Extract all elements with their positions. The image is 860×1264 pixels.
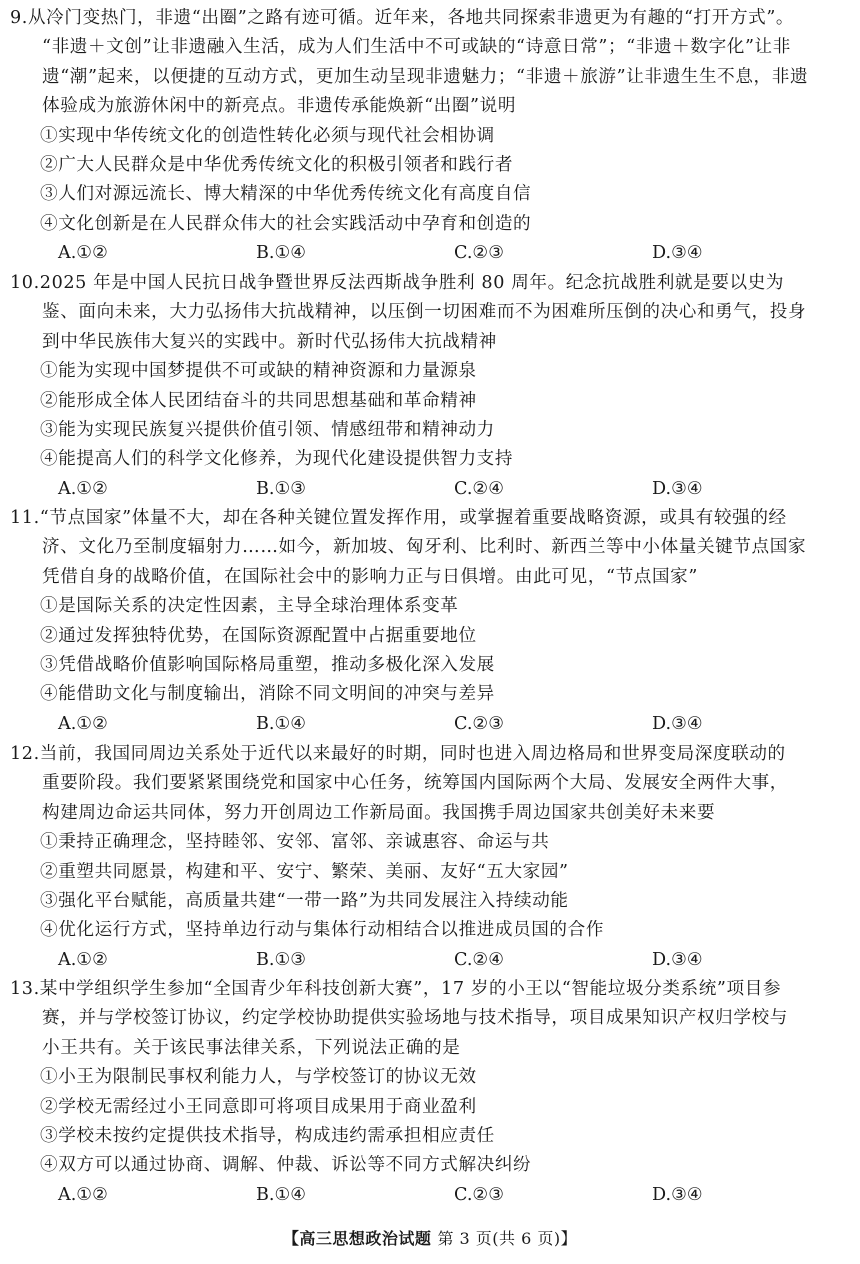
answer-option-c[interactable]: C.②③ xyxy=(454,243,504,264)
answer-option-a[interactable]: A.①② xyxy=(58,243,108,264)
question-stem-line: 凭借自身的战略价值，在国际社会中的影响力正与日俱增。由此可见，“节点国家” xyxy=(42,566,698,587)
answer-option-d[interactable]: D.③④ xyxy=(652,713,703,734)
statement-item: ①实现中华传统文化的创造性转化必须与现代社会相协调 xyxy=(40,125,495,146)
answer-option-d[interactable]: D.③④ xyxy=(652,949,703,970)
question-stem-line: 体验成为旅游休闲中的新亮点。非遗传承能焕新“出圈”说明 xyxy=(42,96,517,117)
question-stem-line: 重要阶段。我们要紧紧围绕党和国家中心任务，统筹国内国际两个大局、发展安全两件大事， xyxy=(42,773,788,794)
question-stem-line: 赛，并与学校签订协议，约定学校协助提供实验场地与技术指导，项目成果知识产权归学校与 xyxy=(42,1008,788,1029)
answer-option-b[interactable]: B.①③ xyxy=(256,949,307,970)
statement-item: ①能为实现中国梦提供不可或缺的精神资源和力量源泉 xyxy=(40,361,477,382)
statement-item: ②重塑共同愿景，构建和平、安宁、繁荣、美丽、友好“五大家园” xyxy=(40,861,569,882)
question-13 xyxy=(10,975,852,1210)
question-11 xyxy=(10,504,852,739)
answer-choices xyxy=(10,475,852,504)
question-stem-line: “非遗＋文创”让非遗融入生活，成为人们生活中不可或缺的“诗意日常”；“非遗＋数字化”让非 xyxy=(42,37,791,58)
question-stem-line: 12.当前，我国同周边关系处于近代以来最好的时期，同时也进入周边格局和世界变局深度联动的 xyxy=(10,744,786,764)
statement-item: ③凭借战略价值影响国际格局重塑，推动多极化深入发展 xyxy=(40,654,495,675)
statement-item: ①秉持正确理念，坚持睦邻、安邻、富邻、亲诚惠容、命运与共 xyxy=(40,832,550,853)
question-stem-line: 济、文化乃至制度辐射力……如今，新加坡、匈牙利、比利时、新西兰等中小体量关键节点国家 xyxy=(42,537,807,558)
statement-item: ③人们对源远流长、博大精深的中华优秀传统文化有高度自信 xyxy=(40,184,532,205)
answer-choices xyxy=(10,1181,852,1210)
page-footer xyxy=(0,1226,860,1249)
answer-option-d[interactable]: D.③④ xyxy=(652,1184,703,1205)
answer-option-c[interactable]: C.②③ xyxy=(454,713,504,734)
answer-option-d[interactable]: D.③④ xyxy=(652,243,703,264)
statement-item: ②能形成全体人民团结奋斗的共同思想基础和革命精神 xyxy=(40,390,477,411)
question-stem-line: 10.2025 年是中国人民抗日战争暨世界反法西斯战争胜利 80 周年。纪念抗战胜利就是要以史为 xyxy=(10,273,785,293)
statement-item: ④能借助文化与制度输出，消除不同文明间的冲突与差异 xyxy=(40,684,495,705)
question-stem-line: 11.“节点国家”体量不大，却在各种关键位置发挥作用，或掌握着重要战略资源，或具有较强的经 xyxy=(10,508,787,528)
statement-item: ④能提高人们的科学文化修养，为现代化建设提供智力支持 xyxy=(40,449,514,470)
question-stem-line: 到中华民族伟大复兴的实践中。新时代弘扬伟大抗战精神 xyxy=(42,331,497,352)
question-stem-line: 9.从冷门变热门，非遗“出圈”之路有迹可循。近年来，各地共同探索非遗更为有趣的“打开方式”。 xyxy=(10,8,795,28)
statement-item: ④双方可以通过协商、调解、仲裁、诉讼等不同方式解决纠纷 xyxy=(40,1155,532,1176)
answer-option-b[interactable]: B.①③ xyxy=(256,478,307,499)
statement-item: ②通过发挥独特优势，在国际资源配置中占据重要地位 xyxy=(40,625,477,646)
question-stem-line: 13.某中学组织学生参加“全国青少年科技创新大赛”，17 岁的小王以“智能垃圾分类系统”项目参 xyxy=(10,979,782,999)
footer-page-number: 第 3 页(共 6 页)】 xyxy=(437,1229,578,1248)
statement-item: ②学校无需经过小王同意即可将项目成果用于商业盈利 xyxy=(40,1096,477,1117)
question-12 xyxy=(10,740,852,975)
statement-item: ③强化平台赋能，高质量共建“一带一路”为共同发展注入持续动能 xyxy=(40,890,569,911)
question-10 xyxy=(10,269,852,504)
answer-option-c[interactable]: C.②③ xyxy=(454,1184,504,1205)
footer-title: 【高三思想政治试题 xyxy=(282,1229,432,1248)
answer-option-b[interactable]: B.①④ xyxy=(256,713,307,734)
answer-choices xyxy=(10,239,852,268)
statement-item: ①小王为限制民事权利能力人，与学校签订的协议无效 xyxy=(40,1067,477,1088)
question-9 xyxy=(10,4,852,269)
answer-option-b[interactable]: B.①④ xyxy=(256,1184,307,1205)
answer-option-a[interactable]: A.①② xyxy=(58,713,108,734)
answer-option-c[interactable]: C.②④ xyxy=(454,949,504,970)
question-stem-line: 鉴、面向未来，大力弘扬伟大抗战精神，以压倒一切困难而不为困难所压倒的决心和勇气，投身 xyxy=(42,302,807,323)
question-stem-line: 构建周边命运共同体，努力开创周边工作新局面。我国携手周边国家共创美好未来要 xyxy=(42,802,716,823)
answer-option-a[interactable]: A.①② xyxy=(58,1184,108,1205)
answer-choices xyxy=(10,710,852,739)
answer-option-b[interactable]: B.①④ xyxy=(256,243,307,264)
question-stem-line: 遗“潮”起来，以便捷的互动方式，更加生动呈现非遗魅力；“非遗＋旅游”让非遗生生不息，非遗 xyxy=(42,66,809,87)
answer-option-a[interactable]: A.①② xyxy=(58,949,108,970)
statement-item: ④优化运行方式，坚持单边行动与集体行动相结合以推进成员国的合作 xyxy=(40,920,605,941)
answer-choices xyxy=(10,946,852,975)
answer-option-a[interactable]: A.①② xyxy=(58,478,108,499)
answer-option-d[interactable]: D.③④ xyxy=(652,478,703,499)
statement-item: ②广大人民群众是中华优秀传统文化的积极引领者和践行者 xyxy=(40,154,514,175)
question-stem-line: 小王共有。关于该民事法律关系，下列说法正确的是 xyxy=(42,1037,461,1058)
statement-item: ①是国际关系的决定性因素，主导全球治理体系变革 xyxy=(40,596,459,617)
answer-option-c[interactable]: C.②④ xyxy=(454,478,504,499)
statement-item: ③学校未按约定提供技术指导，构成违约需承担相应责任 xyxy=(40,1125,495,1146)
statement-item: ③能为实现民族复兴提供价值引领、情感纽带和精神动力 xyxy=(40,419,495,440)
statement-item: ④文化创新是在人民群众伟大的社会实践活动中孕育和创造的 xyxy=(40,213,532,234)
